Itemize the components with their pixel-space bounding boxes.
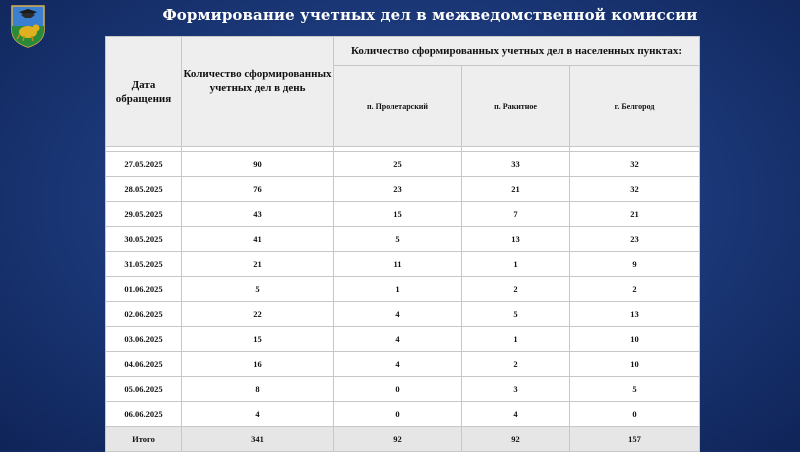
cell-rakitnoe: 2 (462, 277, 570, 302)
cell-rakitnoe: 13 (462, 227, 570, 252)
page-title: Формирование учетных дел в межведомственной комиссии (162, 6, 698, 24)
table-row (106, 227, 700, 252)
cell-belgorod: 32 (570, 152, 700, 177)
header-date: Дата обращения (106, 37, 182, 147)
total-value: 341 (182, 427, 334, 452)
cell-belgorod: 21 (570, 202, 700, 227)
cell-date: 28.05.2025 (106, 177, 182, 202)
total-value: 92 (462, 427, 570, 452)
cell-proletarsky: 23 (334, 177, 462, 202)
cell-date: 31.05.2025 (106, 252, 182, 277)
cell-rakitnoe: 4 (462, 402, 570, 427)
table-row (106, 277, 700, 302)
header-settlement: п. Пролетарский (334, 66, 462, 147)
total-row (106, 427, 700, 452)
cell-rakitnoe: 21 (462, 177, 570, 202)
table-row (106, 377, 700, 402)
total-value: 92 (334, 427, 462, 452)
cell-belgorod: 0 (570, 402, 700, 427)
cell-proletarsky: 4 (334, 352, 462, 377)
cell-per-day: 8 (182, 377, 334, 402)
table-row (106, 177, 700, 202)
cell-per-day: 4 (182, 402, 334, 427)
cell-proletarsky: 5 (334, 227, 462, 252)
data-table (105, 36, 700, 452)
header-settlement: г. Белгород (570, 66, 700, 147)
header-settlements-group: Количество сформированных учетных дел в населенных пунктах: (334, 37, 700, 66)
cell-date: 05.06.2025 (106, 377, 182, 402)
cell-date: 30.05.2025 (106, 227, 182, 252)
cell-rakitnoe: 5 (462, 302, 570, 327)
cell-date: 01.06.2025 (106, 277, 182, 302)
cell-rakitnoe: 7 (462, 202, 570, 227)
cell-proletarsky: 4 (334, 302, 462, 327)
cell-date: 02.06.2025 (106, 302, 182, 327)
cell-rakitnoe: 1 (462, 327, 570, 352)
cell-proletarsky: 0 (334, 377, 462, 402)
cell-belgorod: 10 (570, 327, 700, 352)
cell-date: 06.06.2025 (106, 402, 182, 427)
cell-rakitnoe: 2 (462, 352, 570, 377)
cell-belgorod: 2 (570, 277, 700, 302)
cell-per-day: 21 (182, 252, 334, 277)
cell-belgorod: 10 (570, 352, 700, 377)
table-row (106, 402, 700, 427)
cell-belgorod: 32 (570, 177, 700, 202)
cell-per-day: 15 (182, 327, 334, 352)
cell-rakitnoe: 1 (462, 252, 570, 277)
header-per-day: Количество сформированных учетных дел в день (182, 37, 334, 147)
cell-proletarsky: 1 (334, 277, 462, 302)
table-row (106, 252, 700, 277)
cell-belgorod: 13 (570, 302, 700, 327)
cell-per-day: 5 (182, 277, 334, 302)
cell-per-day: 22 (182, 302, 334, 327)
cell-per-day: 43 (182, 202, 334, 227)
cell-per-day: 41 (182, 227, 334, 252)
cell-belgorod: 9 (570, 252, 700, 277)
cell-date: 03.06.2025 (106, 327, 182, 352)
table-row (106, 302, 700, 327)
table-row (106, 152, 700, 177)
cell-proletarsky: 4 (334, 327, 462, 352)
cell-date: 04.06.2025 (106, 352, 182, 377)
coat-of-arms-icon (9, 4, 47, 48)
cell-rakitnoe: 33 (462, 152, 570, 177)
cell-date: 29.05.2025 (106, 202, 182, 227)
cell-per-day: 90 (182, 152, 334, 177)
header-settlement: п. Ракитное (462, 66, 570, 147)
table-row (106, 352, 700, 377)
total-value: 157 (570, 427, 700, 452)
cell-belgorod: 23 (570, 227, 700, 252)
cell-date: 27.05.2025 (106, 152, 182, 177)
cell-per-day: 76 (182, 177, 334, 202)
cell-proletarsky: 0 (334, 402, 462, 427)
table-body (106, 147, 700, 452)
table-row (106, 327, 700, 352)
cell-proletarsky: 11 (334, 252, 462, 277)
table-row (106, 202, 700, 227)
cell-proletarsky: 15 (334, 202, 462, 227)
cell-rakitnoe: 3 (462, 377, 570, 402)
cell-proletarsky: 25 (334, 152, 462, 177)
cell-per-day: 16 (182, 352, 334, 377)
cell-belgorod: 5 (570, 377, 700, 402)
total-label: Итого (106, 427, 182, 452)
